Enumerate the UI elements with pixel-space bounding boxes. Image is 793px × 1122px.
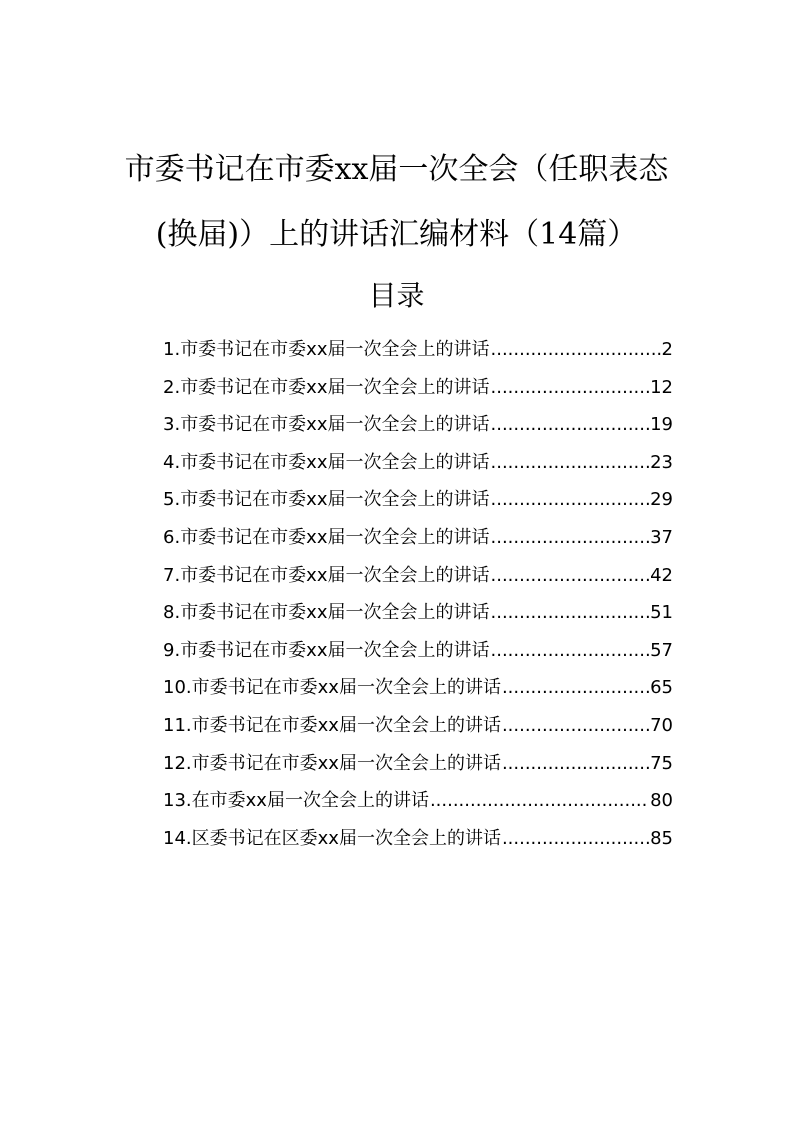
toc-entry-number: 13. [163, 790, 192, 812]
toc-entry[interactable] [163, 751, 673, 789]
toc-entry-page-number: 37 [650, 526, 673, 548]
toc-entry-number: 6. [163, 526, 181, 548]
toc-entry-title: 市委书记在市委xx届一次全会上的讲话 [191, 714, 501, 736]
toc-dot-leader [491, 337, 661, 363]
table-of-contents [163, 337, 673, 863]
toc-entry[interactable] [163, 638, 673, 676]
toc-entry-page-number: 65 [650, 677, 673, 699]
toc-entry-number: 11. [163, 714, 192, 736]
toc-dot-leader [491, 450, 650, 476]
toc-entry-number: 12. [163, 752, 192, 774]
toc-entry[interactable] [163, 675, 673, 713]
toc-entry-title: 市委书记在市委xx届一次全会上的讲话 [180, 339, 490, 360]
toc-heading: 目录 [368, 279, 425, 312]
toc-entry-page-number: 80 [650, 790, 673, 812]
toc-entry-number: 2. [163, 376, 181, 398]
toc-dot-leader [491, 563, 650, 589]
toc-dot-leader [502, 675, 649, 701]
toc-dot-leader [491, 600, 650, 626]
toc-dot-leader [502, 826, 649, 852]
toc-entry[interactable] [163, 337, 673, 375]
toc-dot-leader [491, 412, 650, 438]
toc-entry-title: 市委书记在市委xx届一次全会上的讲话 [191, 752, 501, 774]
toc-entry-title: 市委书记在市委xx届一次全会上的讲话 [180, 376, 490, 398]
toc-dot-leader [502, 751, 649, 777]
toc-dot-leader [491, 375, 650, 401]
toc-entry[interactable] [163, 412, 673, 450]
toc-entry-title: 区委书记在区委xx届一次全会上的讲话 [191, 827, 501, 849]
toc-entry[interactable] [163, 563, 673, 601]
toc-entry[interactable] [163, 375, 673, 413]
toc-dot-leader [491, 487, 650, 513]
toc-entry-page-number: 42 [650, 564, 673, 586]
toc-entry-page-number: 2 [661, 339, 673, 360]
toc-entry[interactable] [163, 713, 673, 751]
document-title-line-1: 市委书记在市委xx届一次全会（任职表态 [124, 152, 669, 187]
toc-entry-title: 市委书记在市委xx届一次全会上的讲话 [180, 564, 490, 586]
toc-entry[interactable] [163, 487, 673, 525]
toc-entry-title: 市委书记在市委xx届一次全会上的讲话 [180, 414, 490, 436]
toc-entry[interactable] [163, 826, 673, 864]
toc-entry-page-number: 75 [650, 752, 673, 774]
toc-entry-title: 市委书记在市委xx届一次全会上的讲话 [180, 489, 490, 511]
toc-entry-number: 7. [163, 564, 181, 586]
toc-entry-page-number: 51 [650, 602, 673, 624]
toc-entry-page-number: 23 [650, 451, 673, 473]
toc-entry-page-number: 12 [650, 376, 673, 398]
toc-entry-number: 5. [163, 489, 181, 511]
toc-entry-number: 1. [163, 339, 181, 360]
toc-dot-leader [491, 525, 650, 551]
toc-entry-page-number: 85 [650, 827, 673, 849]
toc-entry-title: 市委书记在市委xx届一次全会上的讲话 [180, 526, 490, 548]
toc-entry-number: 9. [163, 639, 181, 661]
toc-entry-title: 在市委xx届一次全会上的讲话 [191, 790, 429, 812]
toc-entry-page-number: 29 [650, 489, 673, 511]
toc-entry[interactable] [163, 600, 673, 638]
toc-dot-leader [430, 788, 649, 814]
toc-entry-page-number: 19 [650, 414, 673, 436]
toc-entry[interactable] [163, 525, 673, 563]
toc-entry-title: 市委书记在市委xx届一次全会上的讲话 [180, 602, 490, 624]
toc-entry-number: 3. [163, 414, 181, 436]
toc-entry[interactable] [163, 450, 673, 488]
toc-entry[interactable] [163, 788, 673, 826]
toc-entry-number: 14. [163, 827, 192, 849]
toc-entry-page-number: 70 [650, 714, 673, 736]
toc-dot-leader [502, 713, 649, 739]
toc-entry-title: 市委书记在市委xx届一次全会上的讲话 [180, 451, 490, 473]
toc-dot-leader [491, 638, 650, 664]
document-title-line-2: (换届)）上的讲话汇编材料（14篇） [155, 217, 638, 252]
toc-entry-number: 8. [163, 602, 181, 624]
toc-entry-number: 4. [163, 451, 181, 473]
toc-entry-title: 市委书记在市委xx届一次全会上的讲话 [191, 677, 501, 699]
toc-entry-number: 10. [163, 677, 192, 699]
toc-entry-page-number: 57 [650, 639, 673, 661]
toc-entry-title: 市委书记在市委xx届一次全会上的讲话 [180, 639, 490, 661]
